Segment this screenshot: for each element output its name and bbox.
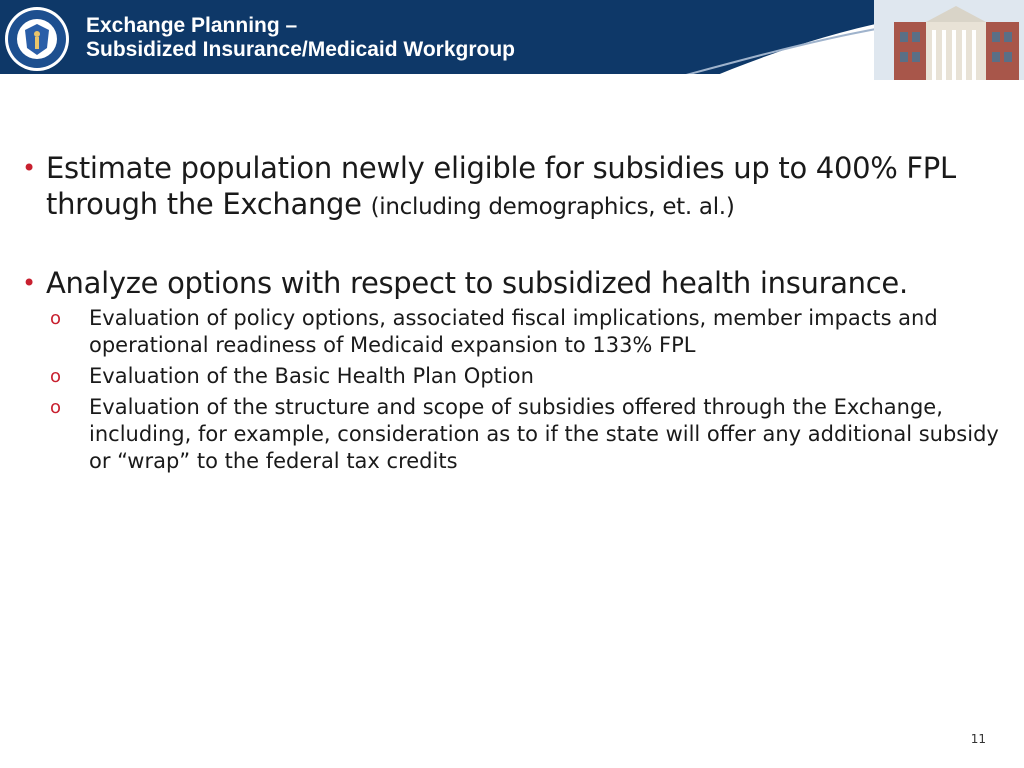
circle-bullet-icon: o [50,366,62,387]
bullet-1-text: Estimate population newly eligible for subsidies up to 400% FPL through the Exchange [46,151,956,221]
massachusetts-seal-icon [4,6,70,72]
page-number: 11 [970,732,986,746]
circle-bullet-icon: o [50,397,62,418]
bullet-2 [22,265,1012,301]
state-house-building [874,0,1024,80]
title-line-2: Subsidized Insurance/Medicaid Workgroup [86,38,516,61]
sub-item-3 [22,394,1012,475]
sub-item-1-text: Evaluation of policy options, associated fiscal implications, member impacts and operational readiness of Medicaid expansion to 133% FPL [89,306,938,357]
sub-item-2-text: Evaluation of the Basic Health Plan Option [89,364,534,388]
slide-header [0,0,1024,82]
sub-item-1 [22,305,1012,359]
bullet-2-text: Analyze options with respect to subsidized health insurance. [46,266,908,300]
sub-item-2 [22,363,1012,390]
circle-bullet-icon: o [50,308,62,329]
bullet-1 [22,150,1012,225]
title-line-1: Exchange Planning – [86,14,298,37]
bullet-1-note: (including demographics, et. al.) [370,194,735,220]
bullet-dot-icon: • [22,269,36,297]
bullet-dot-icon: • [22,154,36,182]
slide-title [86,14,515,62]
sub-item-3-text: Evaluation of the structure and scope of subsidies offered through the Exchange, including, for example, consideration as to if the state will offer any additional subsidy or “wrap” to the federal tax credits [89,395,999,473]
slide-body [22,150,1012,475]
header-bottom-band [0,74,1024,82]
